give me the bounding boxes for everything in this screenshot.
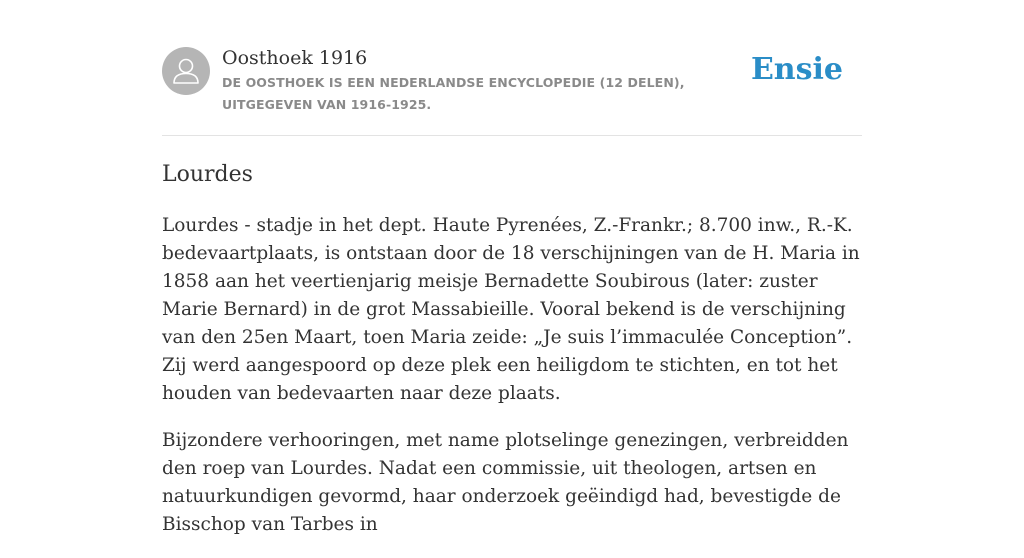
source-header — [162, 46, 862, 136]
user-icon — [162, 47, 210, 95]
article-paragraph: Bijzondere verhooringen, met name plotselinge genezingen, verbreidden den roep van Lourdes. Nadat een commissie, uit theologen, artsen en natuurkundigen gevormd, haar onderzoek geëindigd had, bevestigde de Bisschop van Tarbes in — [162, 430, 849, 535]
avatar[interactable] — [162, 47, 210, 95]
article-paragraph: Lourdes - stadje in het dept. Haute Pyrenées, Z.-Frankr.; 8.700 inw., R.-K. bedevaartplaats, is ontstaan door de 18 verschijningen van de H. Maria in 1858 aan het veertienjarig meisje Bernadette Soubirous (later: zuster Marie Bernard) in de grot Massabieille. Vooral bekend is de verschijning van den 25en Maart, toen Maria zeide: „Je suis l’immaculée Conception”. Zij werd aangespoord op deze plek een heiligdom te stichten, en tot het houden van bedevaarten naar deze plaats. — [162, 215, 860, 404]
brand-logo[interactable]: Ensie — [750, 52, 843, 87]
source-description: DE OOSTHOEK IS EEN NEDERLANDSE ENCYCLOPEDIE (12 DELEN), UITGEGEVEN VAN 1916-1925. — [222, 75, 685, 112]
source-title[interactable]: Oosthoek 1916 — [222, 47, 368, 69]
article-body — [162, 212, 870, 558]
article-title: Lourdes — [162, 162, 253, 187]
divider — [162, 135, 862, 136]
